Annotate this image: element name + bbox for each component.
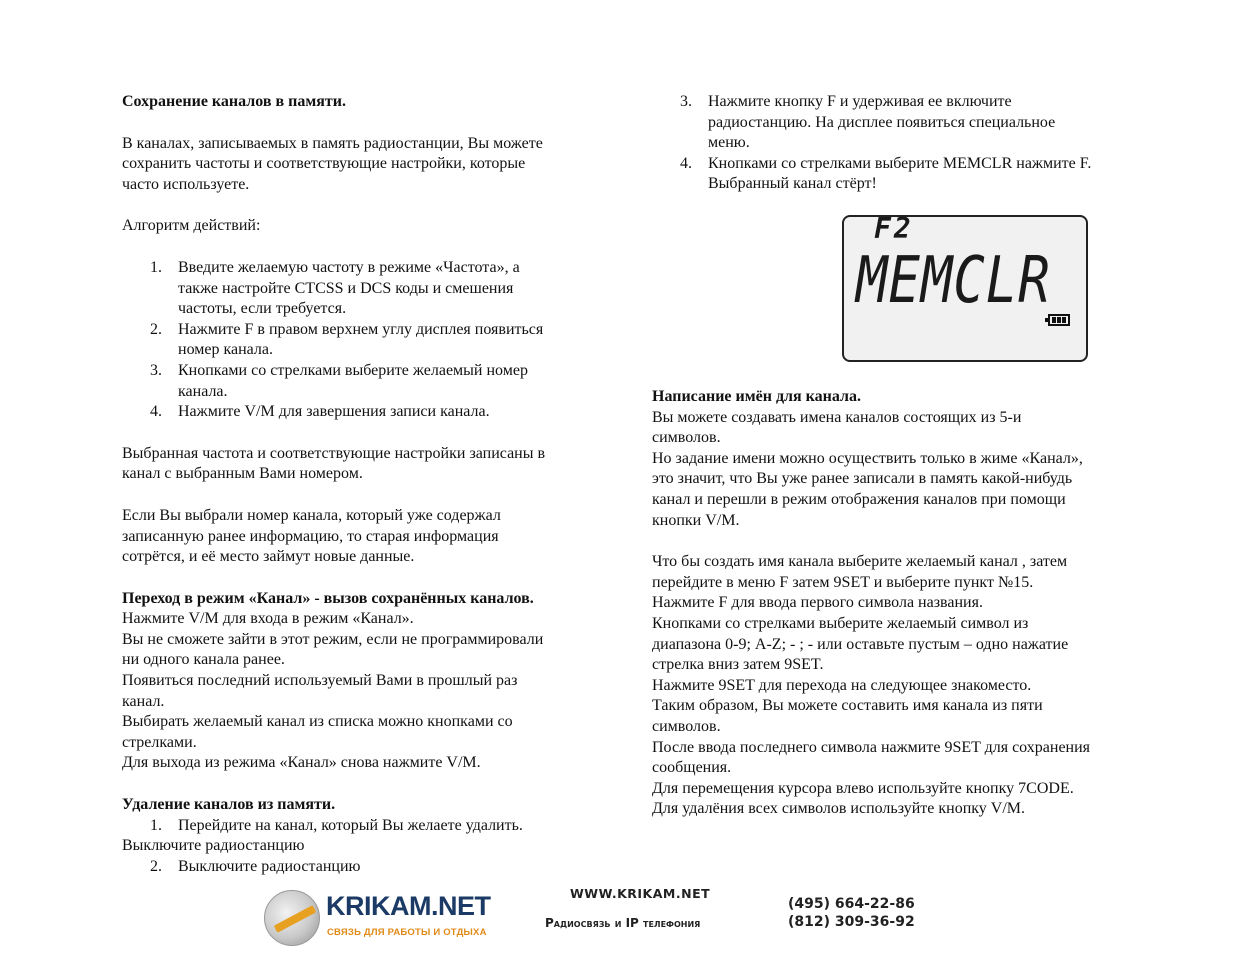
battery-icon xyxy=(1048,314,1070,326)
list-item: 4. Нажмите V/M для завершения записи канала. xyxy=(150,403,490,421)
text-line: часто используете. xyxy=(122,175,250,193)
lcd-display xyxy=(842,212,1088,362)
names-intro-paragraph: Вы можете создавать имена каналов состоящих из 5-и символов. Но задание имени можно осуществить только в жиме «Канал», это значит, что Вы уже ранее записали в память какой-нибудь канал и перешли в режим отображения каналов при помощи кнопки V/M. xyxy=(652,408,1083,529)
lcd-function-indicator: F2 xyxy=(874,212,914,245)
list-item: 2. Выключите радиостанцию xyxy=(150,857,361,875)
lcd-main-text: MEMCLR xyxy=(856,244,1051,318)
list-item: 4. Кнопками со стрелками выберите MEMCLR нажмите F. Выбранный канал стёрт! xyxy=(680,154,1092,193)
list-item: 3. Нажмите кнопку F и удерживая ее включите радиостанцию. На дисплее появиться специальное меню. xyxy=(680,93,1056,152)
slogan: Радиосвязь и IP телефония xyxy=(545,916,701,930)
list-item: 2. Нажмите F в правом верхнем углу дисплея появиться номер канала. xyxy=(150,320,544,359)
intro-paragraph xyxy=(122,134,612,196)
list-item: 1. Введите желаемую частоту в режиме «Частота», а также настройте CTCSS и DCS коды и смешения частоты, если требуется. xyxy=(150,258,520,318)
page-footer xyxy=(0,878,1235,954)
save-steps-list xyxy=(122,258,612,423)
list-item: 1. Перейдите на канал, который Вы желаете удалить. xyxy=(150,816,523,834)
heading-channel-mode: Переход в режим «Канал» - вызов сохранённых каналов. xyxy=(122,589,534,607)
phone-moscow: (495) 664-22-86 xyxy=(788,896,915,912)
algorithm-label: Алгоритм действий: xyxy=(122,217,261,235)
left-column xyxy=(122,92,612,877)
website-link[interactable]: WWW.KRIKAM.NET xyxy=(570,886,711,901)
names-steps-paragraph: Что бы создать имя канала выберите желаемый канал , затем перейдите в меню F затем 9SET и выберите пункт №15. Нажмите F для ввода первого символа названия. Кнопками со стрелками выберите желаемый символ из диапазона 0-9; A-Z; - ; - или оставьте пустым – одно нажатие стрелка вниз затем 9SET. Нажмите 9SET для перехода на следующее знакоместо. Таким образом, Вы можете составить имя канала из пяти символов. После ввода последнего символа нажмите 9SET для сохранения сообщения. Для перемещения курсора влево используйте кнопку 7CODE. Для удалёния всех символов используйте кнопку V/M. xyxy=(652,553,1091,818)
right-column xyxy=(652,92,1157,195)
list-item: 3. Кнопками со стрелками выберите желаемый номер канала. xyxy=(150,361,528,400)
heading-channel-names: Написание имён для канала. xyxy=(652,388,861,405)
delete-steps-list-cont xyxy=(122,857,612,878)
text-line: Выключите радиостанцию xyxy=(122,837,305,855)
logo-tagline: СВЯЗЬ ДЛЯ РАБОТЫ И ОТДЫХА xyxy=(327,927,487,938)
heading-delete-channels: Удаление каналов из памяти. xyxy=(122,796,336,814)
phone-spb: (812) 309-36-92 xyxy=(788,914,915,930)
heading-save-channels: Сохранение каналов в памяти. xyxy=(122,93,346,110)
text-line: В каналах, записываемых в память радиостанции, Вы можете xyxy=(122,134,543,152)
right-column-lower xyxy=(652,387,1157,820)
text-line: сохранить частоты и соответствующие настройки, которые xyxy=(122,155,526,173)
logo-text: KRIKAM.NET xyxy=(326,891,491,921)
overwrite-paragraph: Если Вы выбрали номер канала, который уже содержал записанную ранее информацию, то старая информация сотрётся, и её место займут новые данные. xyxy=(122,506,501,566)
channel-mode-paragraph: Нажмите V/M для входа в режим «Канал». Вы не сможете зайти в этот режим, если не программировали ни одного канала ранее. Появиться последний используемый Вами в прошлый раз канал. Выбирать желаемый канал из списка можно кнопками со стрелками. Для выхода из режима «Канал» снова нажмите V/M. xyxy=(122,610,544,772)
delete-steps-list-right xyxy=(652,92,1157,195)
logo-icon xyxy=(264,890,320,946)
delete-steps-list xyxy=(122,816,612,837)
result-paragraph: Выбранная частота и соответствующие настройки записаны в канал с выбранным Вами номером. xyxy=(122,444,546,483)
